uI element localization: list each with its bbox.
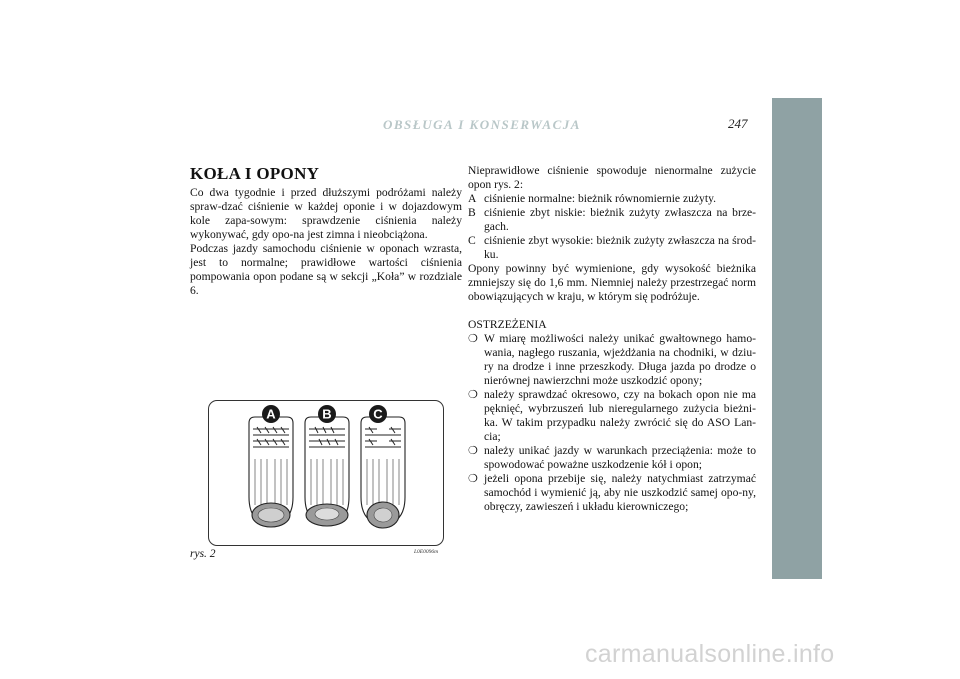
definition-key: B [468,206,476,219]
bullet-circle-icon: ❍ [468,389,478,401]
warning-text: W miarę możliwości należy unikać gwałtownego hamo-wania, nagłego ruszania, wjeżdżania na chodniki, w dziu-ry na drodze i inne przeszkody. Długa jazda po drodze o nierównej nawierzchni może uszkodzić opony; [484,332,756,387]
paragraph-pressure-check: Co dwa tygodnie i przed dłuższymi podróżami należy spraw-dzać ciśnienie w każdej oponie i w dojazdowym kole zapa-sowym: sprawdzenie ciśnienia należy wykonywać, gdy opo-na jest zimna i nieobciążona. [190,186,462,241]
definition-item-c [468,234,756,262]
tire-c-illustration [361,417,405,528]
definition-text: ciśnienie zbyt wysokie: bieżnik zużyty zwłaszcza na środ-ku. [484,234,756,261]
bullet-circle-icon: ❍ [468,445,478,457]
label-c-text: C [373,406,383,422]
watermark: carmanualsonline.info [585,640,835,668]
label-badge-b [318,405,336,423]
warning-text: jeżeli opona przebije się, należy natychmiast zatrzymać samochód i wymienić ją, aby nie uszkodzić samej opo-ny, obręczy, zawieszeń i układu kierowniczego; [484,472,756,513]
running-header-title: OBSŁUGA I KONSERWACJA [383,117,581,132]
warnings-heading: OSTRZEŻENIA [468,318,547,331]
tire-wear-illustration [209,401,443,545]
figure-tire-wear [208,400,444,546]
label-badge-c [369,405,387,423]
definition-text: ciśnienie zbyt niskie: bieżnik zużyty zwłaszcza na brze-gach. [484,206,756,233]
bullet-circle-icon: ❍ [468,473,478,485]
paragraph-pressure-driving: Podczas jazdy samochodu ciśnienie w oponach wzrasta, jest to normalne; prawidłowe wartości ciśnienia pompowania opon podane są w sekcji „Koła” w rozdziale 6. [190,242,462,297]
right-column [468,164,756,514]
figure-caption: rys. 2 [190,548,216,560]
definition-key: C [468,234,476,247]
page-number: 247 [728,116,748,131]
figure-code: L0E0096m [414,549,439,555]
label-b-text: B [322,406,332,422]
bullet-circle-icon: ❍ [468,333,478,345]
definition-item-b [468,206,756,234]
label-badge-a [262,405,280,423]
left-column [190,186,462,298]
tire-a-illustration [249,417,293,527]
label-a-text: A [266,406,276,422]
warning-item [468,472,756,514]
warning-item [468,444,756,472]
side-tab-marker [772,98,822,579]
definition-key: A [468,192,477,205]
paragraph-wrong-pressure: Nieprawidłowe ciśnienie spowoduje nienormalne zużycie opon rys. 2: [468,164,756,191]
section-title: KOŁA I OPONY [190,164,320,183]
paragraph-tread-depth: Opony powinny być wymienione, gdy wysokość bieżnika zmniejszy się do 1,6 mm. Niemniej należy przestrzegać norm obowiązujących w kraju, w którym się podróżuje. [468,262,756,303]
definition-text: ciśnienie normalne: bieżnik równomiernie zużyty. [484,192,717,205]
tire-b-illustration [305,417,349,526]
warning-text: należy unikać jazdy w warunkach przeciążenia: może to spowodować poważne uszkodzenie kół i opon; [484,444,756,471]
warning-text: należy sprawdzać okresowo, czy na bokach opon nie ma pęknięć, wybrzuszeń lub nieregularnego zużycia bieżni-ka. W takim przypadku należy zwrócić się do ASO Lan-cia; [484,388,756,443]
warning-item [468,388,756,444]
warning-item [468,332,756,388]
definition-item-a [468,192,756,206]
